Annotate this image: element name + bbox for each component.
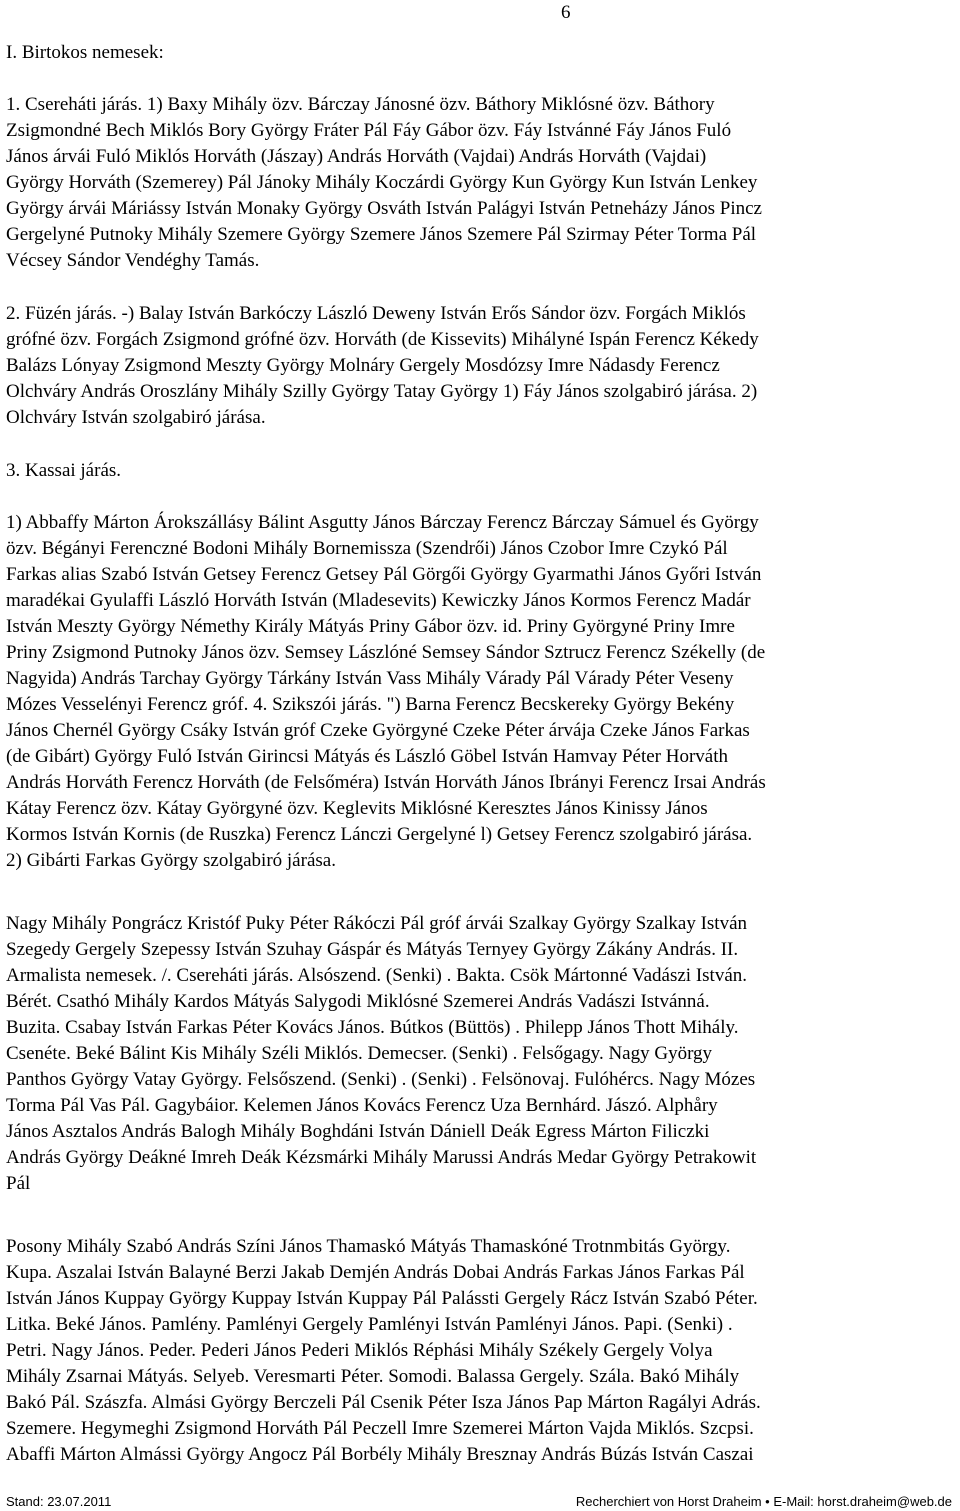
footer-date: Stand: 23.07.2011 <box>6 1494 112 1509</box>
paragraph-fuzen: 2. Füzén járás. -) Balay István Barkóczy László Deweny István Erős Sándor özv. Forgách Miklós grófné özv. Forgách Zsigmond grófné özv. Horváth (de Kissevits) Mihályné Ispán Ferencz Kékedy Balázs Lónyay Zsigmond Meszty György Molnáry Gergely Mosdózsy Imre Nádasdy Ferencz Olchváry András Oroszlány Mihály Szilly György Tatay György 1) Fáy János szolgabiró járása. 2) Olchváry István szolgabiró járása. <box>6 303 759 428</box>
footer-contact: Recherchiert von Horst Draheim • E-Mail: horst.draheim@web.de <box>575 1494 952 1509</box>
page-number: 6 <box>561 2 571 23</box>
paragraph-kassai-heading: 3. Kassai járás. <box>6 460 122 481</box>
section-heading: I. Birtokos nemesek: <box>6 42 164 63</box>
paragraph-armalista: Nagy Mihály Pongrácz Kristóf Puky Péter Rákóczi Pál gróf árvái Szalkay György Szalkay István Szegedy Gergely Szepessy István Szuhay Gáspár és Mátyás Ternyey György Zákány András. II. Armalista nemesek. /. Csereháti járás. Alsószend. (Senki) . Bakta. Csök Mártonné Vadászi István. Bérét. Csathó Mihály Kardos Mátyás Salygodi Miklósné Szemerei András Vadászi Istvánná. Buzita. Csabay István Farkas Péter Kovács János. Bútkos (Büttös) . Philepp János Thott Mihály. Csenéte. Beké Bálint Kis Mihály Széli Miklós. Demecser. (Senki) . Felsőgagy. Nagy György Panthos György Vatay György. Felsőszend. (Senki) . (Senki) . Felsönovaj. Fulóhércs. Nagy Mózes Torma Pál Vas Pál. Gagybáior. Kelemen János Kovács Ferencz Uza Bernhárd. Jászó. Alphåry János Asztalos András Balogh Mihály Boghdáni István Dániell Deák Egress Márton Filiczki András György Deákné Imreh Deák Kézsmárki Mihály Marussi András Medar György Petrakowit Pál <box>6 913 757 1194</box>
paragraph-cserehati: 1. Csereháti járás. 1) Baxy Mihály özv. Bárczay Jánosné özv. Báthory Miklósné özv. Báthory Zsigmondné Bech Miklós Bory György Fráter Pál Fáy Gábor özv. Fáy Istvánné Fáy János Fuló János árvái Fuló Miklós Horváth (Jászay) András Horváth (Vajdai) András Horváth (Vajdai) György Horváth (Szemerey) Pál Jánoky Mihály Koczárdi György Kun György Kun István Lenkey György árvái Máriássy István Monaky György Osváth István Palágyi István Petneházy János Pincz Gergelyné Putnoky Mihály Szemere György Szemere János Szemere Pál Szirmay Péter Torma Pál Vécsey Sándor Vendéghy Tamás. <box>6 94 762 271</box>
paragraph-posony: Posony Mihály Szabó András Színi János Thamaskó Mátyás Thamaskóné Trotnmbitás György. Kupa. Aszalai István Balayné Berzi Jakab Demjén András Dobai András Farkas János Farkas Pál István János Kuppay György Kuppay István Kuppay Pál Palássti Gergely Rácz István Szabó Péter. Litka. Beké János. Pamlény. Pamlényi Gergely Pamlényi István Pamlényi János. Papi. (Senki) . Petri. Nagy János. Peder. Pederi János Pederi Miklós Réphási Mihály Székely Gergely Volya Mihály Zsarnai Mátyás. Selyeb. Veresmarti Péter. Somodi. Balassa Gergely. Szála. Bakó Mihály Bakó Pál. Szászfa. Almási György Berczeli Pál Csenik Péter Isza János Pap Márton Ragályi Adrás. Szemere. Hegymeghi Zsigmond Horváth Pál Peczell Imre Szemerei Márton Vajda Miklós. Szcpsi. Abaffi Márton Almássi György Angocz Pál Borbély Mihály Bresznay András Búzás István Caszai <box>6 1236 761 1465</box>
paragraph-kassai-list: 1) Abbaffy Márton Árokszállásy Bálint Asgutty János Bárczay Ferencz Bárczay Sámuel és György özv. Bégányi Ferenczné Bodoni Mihály Bornemissza (Szendrői) János Czobor Imre Czykó Pál Farkas alias Szabó István Getsey Ferencz Getsey Pál Görgői György Gyarmathi János Győri István maradékai Gyulaffi László Horváth István (Mladesevits) Kewiczky János Kormos Ferencz Madár István Meszty György Némethy Király Mátyás Priny Gábor özv. id. Priny Györgyné Priny Imre Priny Zsigmond Putnoky János özv. Semsey Lászlóné Semsey Sándor Sztrucz Ferencz Székelly (de Nagyida) András Tarchay György Tárkány István Vass Mihály Várady Pál Várady Péter Veseny Mózes Vesselényi Ferencz gróf. 4. Szikszói járás. ") Barna Ferencz Becskereky György Bekény János Chernél György Csáky István gróf Czeke Györgyné Czeke Péter árvája Czeke János Farkas (de Gibárt) György Fuló István Girincsi Mátyás és László Göbel István Hamvay Péter Horváth András Horváth Ferencz Horváth (de Felsőméra) István Horváth János Ibrányi Ferencz Irsai András Kátay Ferencz özv. Kátay Györgyné özv. Keglevits Miklósné Keresztes János Kinissy János Kormos István Kornis (de Ruszka) Ferencz Lánczi Gergelyné l) Getsey Ferencz szolgabiró járása. 2) Gibárti Farkas György szolgabiró járása. <box>6 512 766 871</box>
